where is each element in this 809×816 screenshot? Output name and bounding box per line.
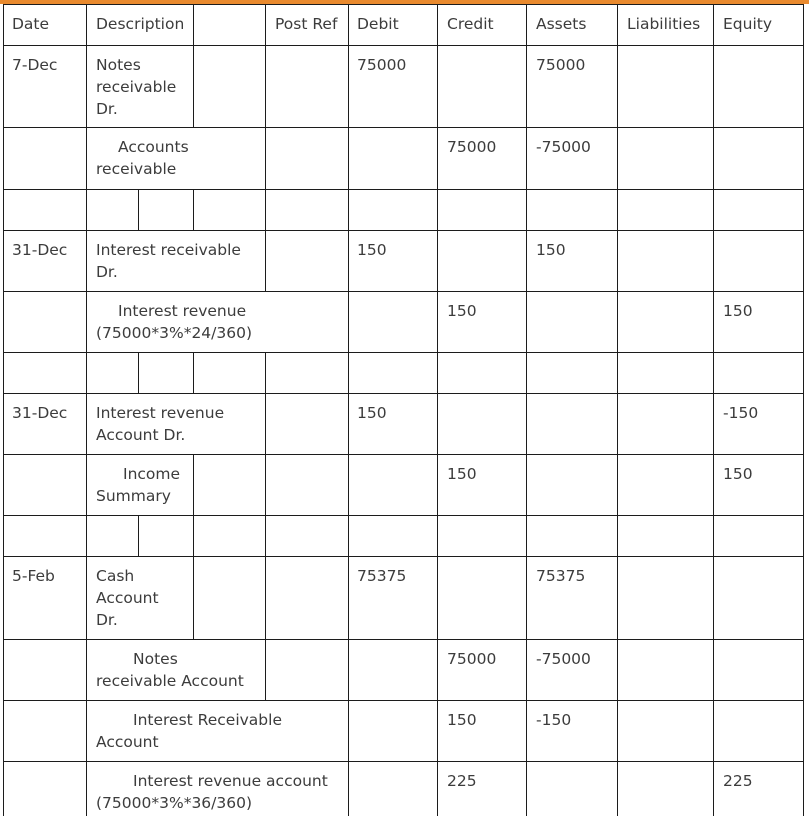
- credit-cell: 150: [447, 711, 477, 729]
- assets-cell: -75000: [536, 138, 591, 156]
- header-assets: Assets: [536, 15, 587, 33]
- grid-line: [617, 4, 618, 816]
- grid-line: [138, 352, 139, 393]
- grid-line: [437, 4, 438, 816]
- credit-cell: 225: [447, 772, 477, 790]
- assets-cell: 150: [536, 241, 566, 259]
- equity-cell: 150: [723, 302, 753, 320]
- grid-line: [193, 454, 194, 515]
- description-line: Summary: [96, 487, 171, 505]
- header-description: Description: [96, 15, 185, 33]
- grid-line: [3, 515, 804, 516]
- grid-line: [265, 127, 266, 189]
- description-line: Income: [123, 465, 181, 483]
- assets-cell: -75000: [536, 650, 591, 668]
- grid-line: [713, 4, 714, 816]
- debit-cell: 150: [357, 404, 387, 422]
- debit-cell: 75000: [357, 56, 407, 74]
- description-line: (75000*3%*36/360): [96, 794, 253, 812]
- date-cell: 7-Dec: [12, 56, 58, 74]
- grid-line: [265, 454, 266, 515]
- description-line: Interest Receivable: [133, 711, 282, 729]
- date-cell: 31-Dec: [12, 404, 68, 422]
- debit-cell: 150: [357, 241, 387, 259]
- grid-line: [193, 189, 194, 230]
- description-line: Cash: [96, 567, 135, 585]
- description-line: Interest revenue: [118, 302, 247, 320]
- grid-line: [3, 700, 804, 701]
- description-line: (75000*3%*24/360): [96, 324, 253, 342]
- description-line: receivable: [96, 160, 177, 178]
- grid-line: [3, 393, 804, 394]
- header-liabilities: Liabilities: [627, 15, 701, 33]
- grid-line: [3, 454, 804, 455]
- description-line: Interest revenue account: [133, 772, 328, 790]
- description-line: Interest revenue: [96, 404, 225, 422]
- grid-line: [526, 4, 527, 816]
- credit-cell: 150: [447, 465, 477, 483]
- grid-line: [86, 4, 87, 816]
- assets-cell: 75000: [536, 56, 586, 74]
- description-line: Dr.: [96, 100, 118, 118]
- grid-line: [265, 515, 266, 556]
- header-date: Date: [12, 15, 50, 33]
- date-cell: 31-Dec: [12, 241, 68, 259]
- description-line: Dr.: [96, 611, 118, 629]
- grid-line: [265, 393, 266, 454]
- date-cell: 5-Feb: [12, 567, 55, 585]
- grid-line: [3, 639, 804, 640]
- equity-cell: 150: [723, 465, 753, 483]
- grid-line: [265, 352, 266, 393]
- assets-cell: -150: [536, 711, 572, 729]
- grid-line: [348, 4, 349, 816]
- header-credit: Credit: [447, 15, 494, 33]
- description-line: receivable Account: [96, 672, 244, 690]
- credit-cell: 75000: [447, 650, 497, 668]
- grid-line: [3, 4, 4, 816]
- credit-cell: 150: [447, 302, 477, 320]
- grid-line: [3, 556, 804, 557]
- description-line: Interest receivable: [96, 241, 241, 259]
- assets-cell: 75375: [536, 567, 586, 585]
- description-line: Account Dr.: [96, 426, 186, 444]
- grid-line: [3, 291, 804, 292]
- grid-line: [265, 230, 266, 291]
- grid-line: [138, 189, 139, 230]
- grid-line: [3, 230, 804, 231]
- equity-cell: -150: [723, 404, 759, 422]
- grid-line: [803, 4, 804, 816]
- grid-line: [3, 352, 804, 353]
- header-equity: Equity: [723, 15, 773, 33]
- grid-line: [3, 761, 804, 762]
- grid-line: [193, 556, 194, 639]
- grid-line: [193, 352, 194, 393]
- grid-line: [193, 4, 194, 45]
- grid-line: [265, 45, 266, 127]
- description-line: Account: [96, 733, 159, 751]
- grid-line: [3, 4, 804, 5]
- grid-line: [265, 556, 266, 639]
- grid-line: [265, 639, 266, 700]
- grid-line: [3, 189, 804, 190]
- debit-cell: 75375: [357, 567, 407, 585]
- grid-line: [3, 127, 804, 128]
- grid-line: [193, 515, 194, 556]
- description-line: Account: [96, 589, 159, 607]
- equity-cell: 225: [723, 772, 753, 790]
- header-debit: Debit: [357, 15, 399, 33]
- grid-line: [193, 45, 194, 127]
- description-line: Dr.: [96, 263, 118, 281]
- grid-line: [138, 515, 139, 556]
- header-post-ref: Post Ref: [275, 15, 338, 33]
- description-line: Notes: [133, 650, 178, 668]
- description-line: Accounts: [118, 138, 189, 156]
- grid-line: [265, 189, 266, 230]
- description-line: Notes: [96, 56, 141, 74]
- credit-cell: 75000: [447, 138, 497, 156]
- grid-line: [265, 4, 266, 45]
- description-line: receivable: [96, 78, 177, 96]
- grid-line: [3, 45, 804, 46]
